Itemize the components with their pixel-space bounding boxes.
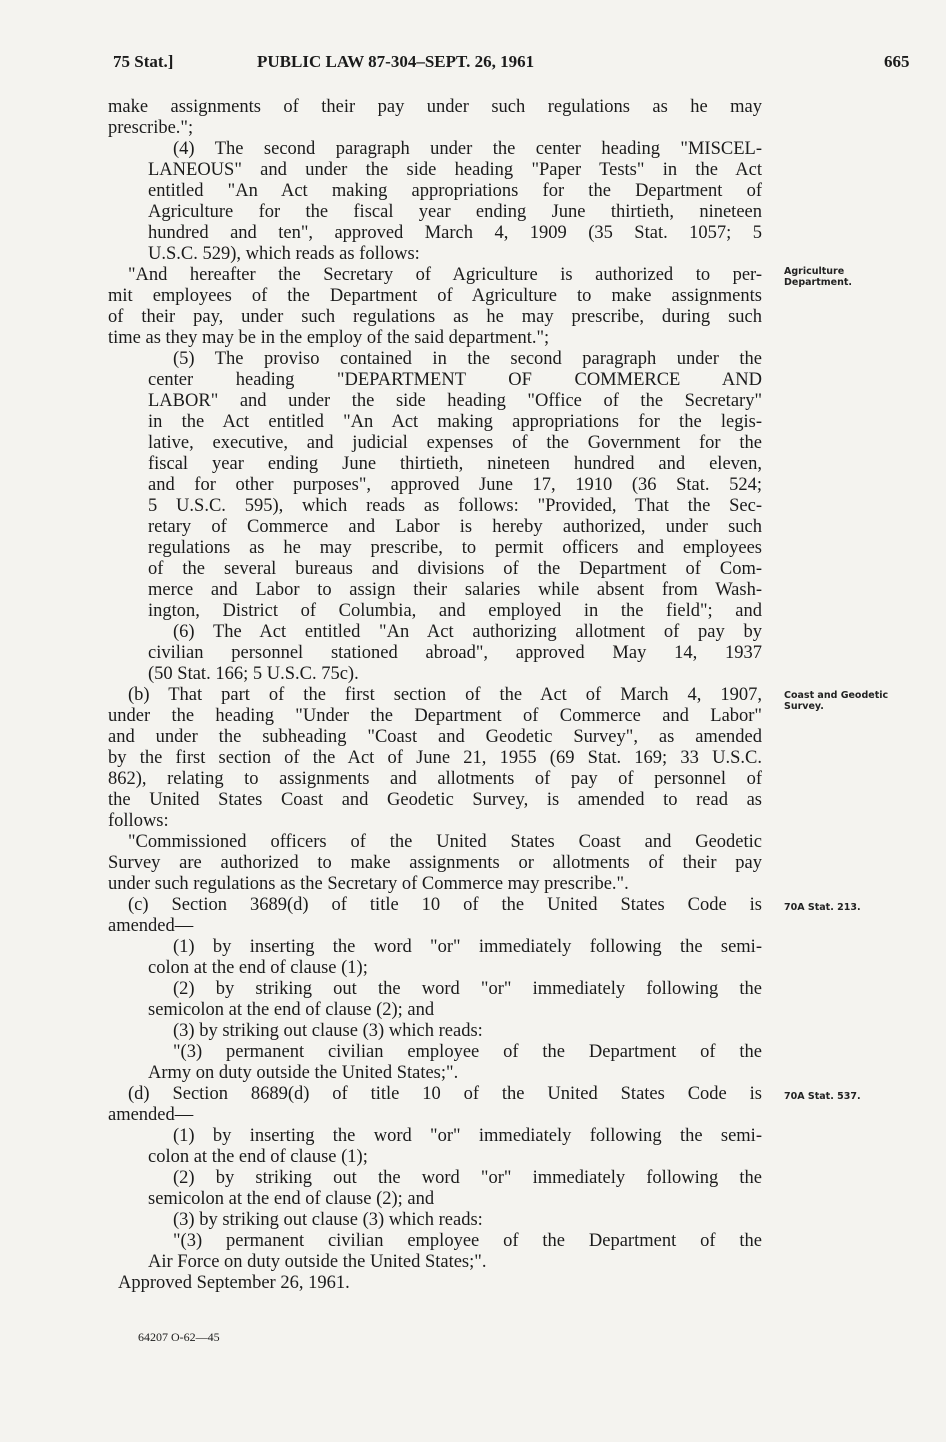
- text-line: mit employees of the Department of Agriculture to make assignments: [108, 286, 762, 306]
- text-line: amended—: [108, 916, 194, 936]
- text-line: Air Force on duty outside the United States;".: [148, 1252, 487, 1272]
- text-line: time as they may be in the employ of the said department.";: [108, 328, 550, 348]
- text-line: ington, District of Columbia, and employed in the field"; and: [148, 601, 762, 621]
- text-line: and for other purposes", approved June 17, 1910 (36 Stat. 524;: [148, 475, 762, 495]
- text-line: (c) Section 3689(d) of title 10 of the United States Code is: [128, 895, 762, 915]
- margin-note-agriculture: Agriculture Department.: [784, 266, 853, 288]
- text-line: Survey are authorized to make assignments or allotments of their pay: [108, 853, 762, 873]
- text-line: LABOR" and under the side heading "Office of the Secretary": [148, 391, 762, 411]
- text-line: of the several bureaus and divisions of the Department of Com-: [148, 559, 762, 579]
- text-line: "Commissioned officers of the United States Coast and Geodetic: [128, 832, 762, 852]
- text-line: 862), relating to assignments and allotments of pay of personnel of: [108, 769, 762, 789]
- text-line: (3) by striking out clause (3) which reads:: [173, 1021, 483, 1041]
- text-line: the United States Coast and Geodetic Survey, is amended to read as: [108, 790, 762, 810]
- text-line: U.S.C. 529), which reads as follows:: [148, 244, 420, 264]
- volume-reference: 75 Stat.]: [113, 52, 174, 71]
- text-line: fiscal year ending June thirtieth, nineteen hundred and eleven,: [148, 454, 762, 474]
- text-line: retary of Commerce and Labor is hereby authorized, under such: [148, 517, 762, 537]
- text-line: prescribe.";: [108, 118, 194, 138]
- text-line: Approved September 26, 1961.: [118, 1273, 350, 1293]
- text-line: in the Act entitled "An Act making appropriations for the legis-: [148, 412, 762, 432]
- text-line: "(3) permanent civilian employee of the Department of the: [173, 1042, 762, 1062]
- text-line: Army on duty outside the United States;".: [148, 1063, 459, 1083]
- text-line: amended—: [108, 1105, 194, 1125]
- text-line: entitled "An Act making appropriations for the Department of: [148, 181, 762, 201]
- text-line: under such regulations as the Secretary of Commerce may prescribe.".: [108, 874, 629, 894]
- text-line: regulations as he may prescribe, to permit officers and employees: [148, 538, 762, 558]
- text-line: "And hereafter the Secretary of Agriculture is authorized to per-: [128, 265, 762, 285]
- text-line: make assignments of their pay under such regulations as he may: [108, 97, 762, 117]
- text-line: (2) by striking out the word "or" immediately following the: [173, 979, 762, 999]
- text-line: "(3) permanent civilian employee of the Department of the: [173, 1231, 762, 1251]
- text-line: (6) The Act entitled "An Act authorizing allotment of pay by: [173, 622, 762, 642]
- text-line: semicolon at the end of clause (2); and: [148, 1000, 435, 1020]
- text-line: and under the subheading "Coast and Geodetic Survey", as amended: [108, 727, 762, 747]
- text-line: semicolon at the end of clause (2); and: [148, 1189, 435, 1209]
- text-line: under the heading "Under the Department of Commerce and Labor": [108, 706, 762, 726]
- text-line: (d) Section 8689(d) of title 10 of the United States Code is: [128, 1084, 762, 1104]
- text-line: (1) by inserting the word "or" immediately following the semi-: [173, 937, 762, 957]
- text-line: hundred and ten", approved March 4, 1909 (35 Stat. 1057; 5: [148, 223, 762, 243]
- text-line: (2) by striking out the word "or" immediately following the: [173, 1168, 762, 1188]
- margin-note-stat-537: 70A Stat. 537.: [784, 1091, 861, 1102]
- text-line: colon at the end of clause (1);: [148, 958, 368, 978]
- text-line: (5) The proviso contained in the second paragraph under the: [173, 349, 762, 369]
- text-line: (b) That part of the first section of the Act of March 4, 1907,: [128, 685, 762, 705]
- page-number: 665: [884, 52, 910, 71]
- text-line: by the first section of the Act of June 21, 1955 (69 Stat. 169; 33 U.S.C.: [108, 748, 762, 768]
- text-line: (1) by inserting the word "or" immediately following the semi-: [173, 1126, 762, 1146]
- text-line: (4) The second paragraph under the center heading "MISCEL-: [173, 139, 762, 159]
- running-title: PUBLIC LAW 87-304–SEPT. 26, 1961: [257, 52, 535, 71]
- text-line: 5 U.S.C. 595), which reads as follows: "Provided, That the Sec-: [148, 496, 762, 516]
- text-line: (50 Stat. 166; 5 U.S.C. 75c).: [148, 664, 359, 684]
- text-line: lative, executive, and judicial expenses of the Government for the: [148, 433, 762, 453]
- text-line: LANEOUS" and under the side heading "Paper Tests" in the Act: [148, 160, 762, 180]
- text-line: follows:: [108, 811, 169, 831]
- text-line: (3) by striking out clause (3) which reads:: [173, 1210, 483, 1230]
- margin-note-stat-213: 70A Stat. 213.: [784, 902, 861, 913]
- margin-note-coast-geodetic: Coast and Geodetic Survey.: [784, 690, 889, 712]
- text-line: Agriculture for the fiscal year ending June thirtieth, nineteen: [148, 202, 762, 222]
- text-line: merce and Labor to assign their salaries while absent from Wash-: [148, 580, 762, 600]
- text-line: civilian personnel stationed abroad", approved May 14, 1937: [148, 643, 762, 663]
- text-line: colon at the end of clause (1);: [148, 1147, 368, 1167]
- text-line: center heading "DEPARTMENT OF COMMERCE AND: [148, 370, 762, 390]
- text-line: of their pay, under such regulations as he may prescribe, during such: [108, 307, 762, 327]
- print-code: 64207 O-62—45: [138, 1330, 220, 1344]
